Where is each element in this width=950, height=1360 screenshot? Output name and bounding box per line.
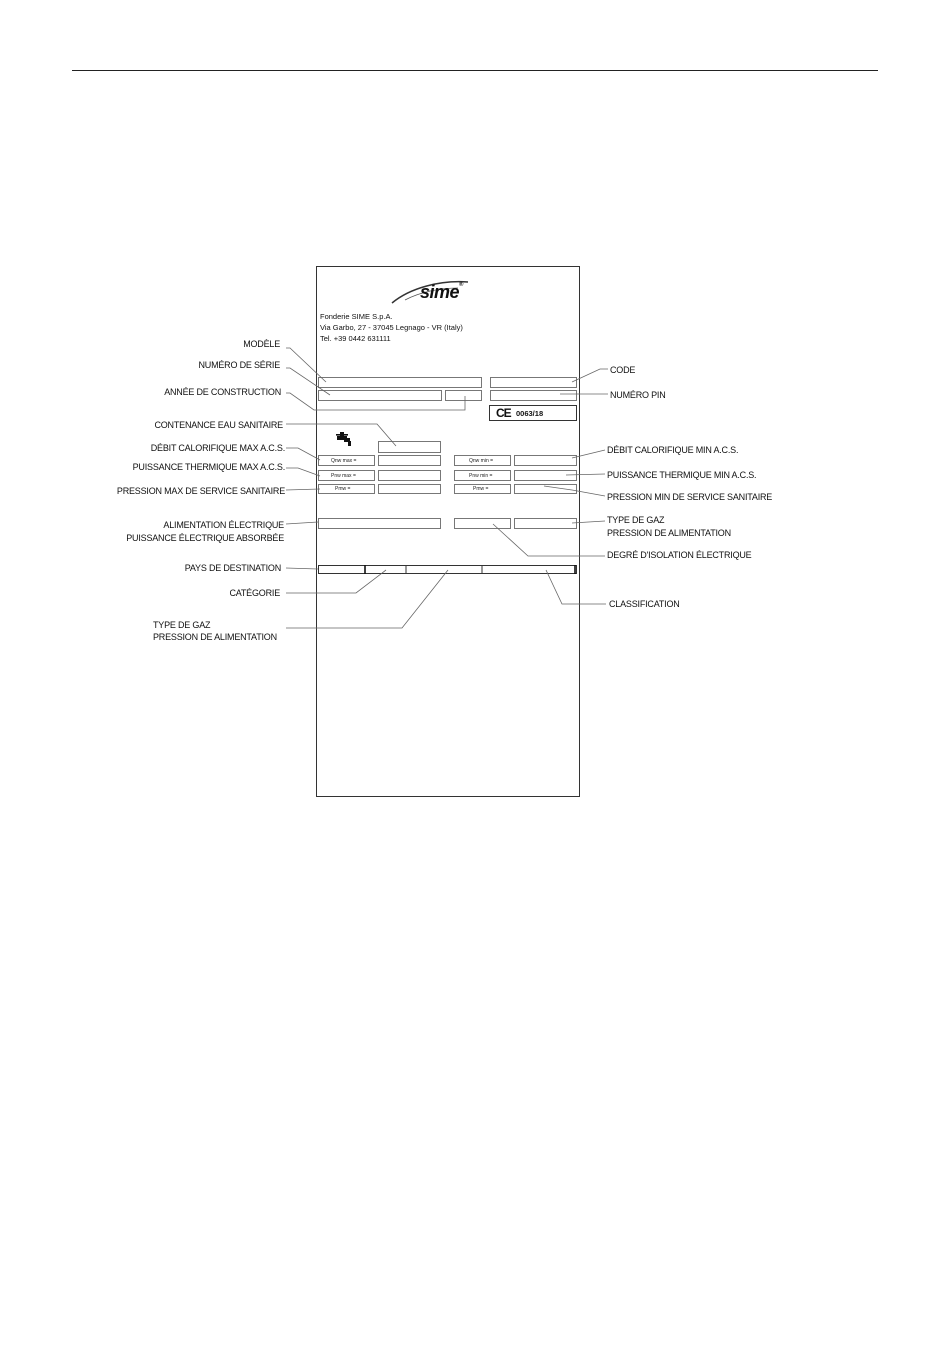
ce-logo: CE bbox=[496, 406, 511, 420]
label-pression-alimentation-right: PRESSION DE ALIMENTATION bbox=[607, 528, 731, 538]
pmw-max-text: Pmw = bbox=[335, 486, 351, 492]
ce-number: 0063/18 bbox=[516, 409, 544, 418]
pmw-min-text: Pmw = bbox=[473, 486, 489, 492]
label-puissance-electrique: PUISSANCE ÉLECTRIQUE ABSORBÉE bbox=[126, 533, 284, 543]
label-pays-destination: PAYS DE DESTINATION bbox=[184, 563, 281, 573]
label-numero-serie: NUMÉRO DE SÉRIE bbox=[198, 360, 280, 370]
label-numero-pin: NUMÉRO PIN bbox=[610, 390, 666, 400]
logo-registered: ® bbox=[459, 282, 463, 288]
label-modele: MODÈLE bbox=[243, 339, 280, 349]
label-debit-min: DÉBIT CALORIFIQUE MIN A.C.S. bbox=[607, 445, 739, 455]
label-type-gaz-left: TYPE DE GAZ bbox=[153, 620, 211, 630]
manufacturer-name: Fonderie SIME S.p.A. bbox=[320, 312, 393, 321]
label-categorie: CATÉGORIE bbox=[229, 588, 280, 598]
label-puissance-max: PUISSANCE THERMIQUE MAX A.C.S. bbox=[132, 462, 285, 472]
label-pression-max: PRESSION MAX DE SERVICE SANITAIRE bbox=[116, 486, 285, 496]
label-classification: CLASSIFICATION bbox=[609, 599, 680, 609]
label-code: CODE bbox=[610, 365, 636, 375]
q-max-text: Qnw max = bbox=[331, 458, 357, 464]
label-annee-construction: ANNÉE DE CONSTRUCTION bbox=[164, 387, 281, 397]
label-debit-max: DÉBIT CALORIFIQUE MAX A.C.S. bbox=[150, 443, 285, 453]
logo-text: sime bbox=[420, 282, 460, 302]
q-min-text: Qnw min = bbox=[469, 458, 494, 464]
label-contenance-eau: CONTENANCE EAU SANITAIRE bbox=[154, 420, 283, 430]
label-type-gaz-right: TYPE DE GAZ bbox=[607, 515, 665, 525]
p-min-text: Pnw min = bbox=[469, 473, 493, 479]
label-degre-isolation: DEGRÉ D'ISOLATION ÉLECTRIQUE bbox=[607, 550, 752, 560]
label-pression-alimentation-left: PRESSION DE ALIMENTATION bbox=[153, 632, 277, 642]
manufacturer-phone: Tel. +39 0442 631111 bbox=[320, 334, 391, 343]
manufacturer-address: Via Garbo, 27 - 37045 Legnago - VR (Italy) bbox=[320, 323, 463, 332]
label-alimentation-electrique: ALIMENTATION ÉLECTRIQUE bbox=[163, 520, 284, 530]
label-puissance-min: PUISSANCE THERMIQUE MIN A.C.S. bbox=[607, 470, 757, 480]
label-pression-min: PRESSION MIN DE SERVICE SANITAIRE bbox=[607, 492, 773, 502]
p-max-text: Pnw max = bbox=[331, 473, 356, 479]
